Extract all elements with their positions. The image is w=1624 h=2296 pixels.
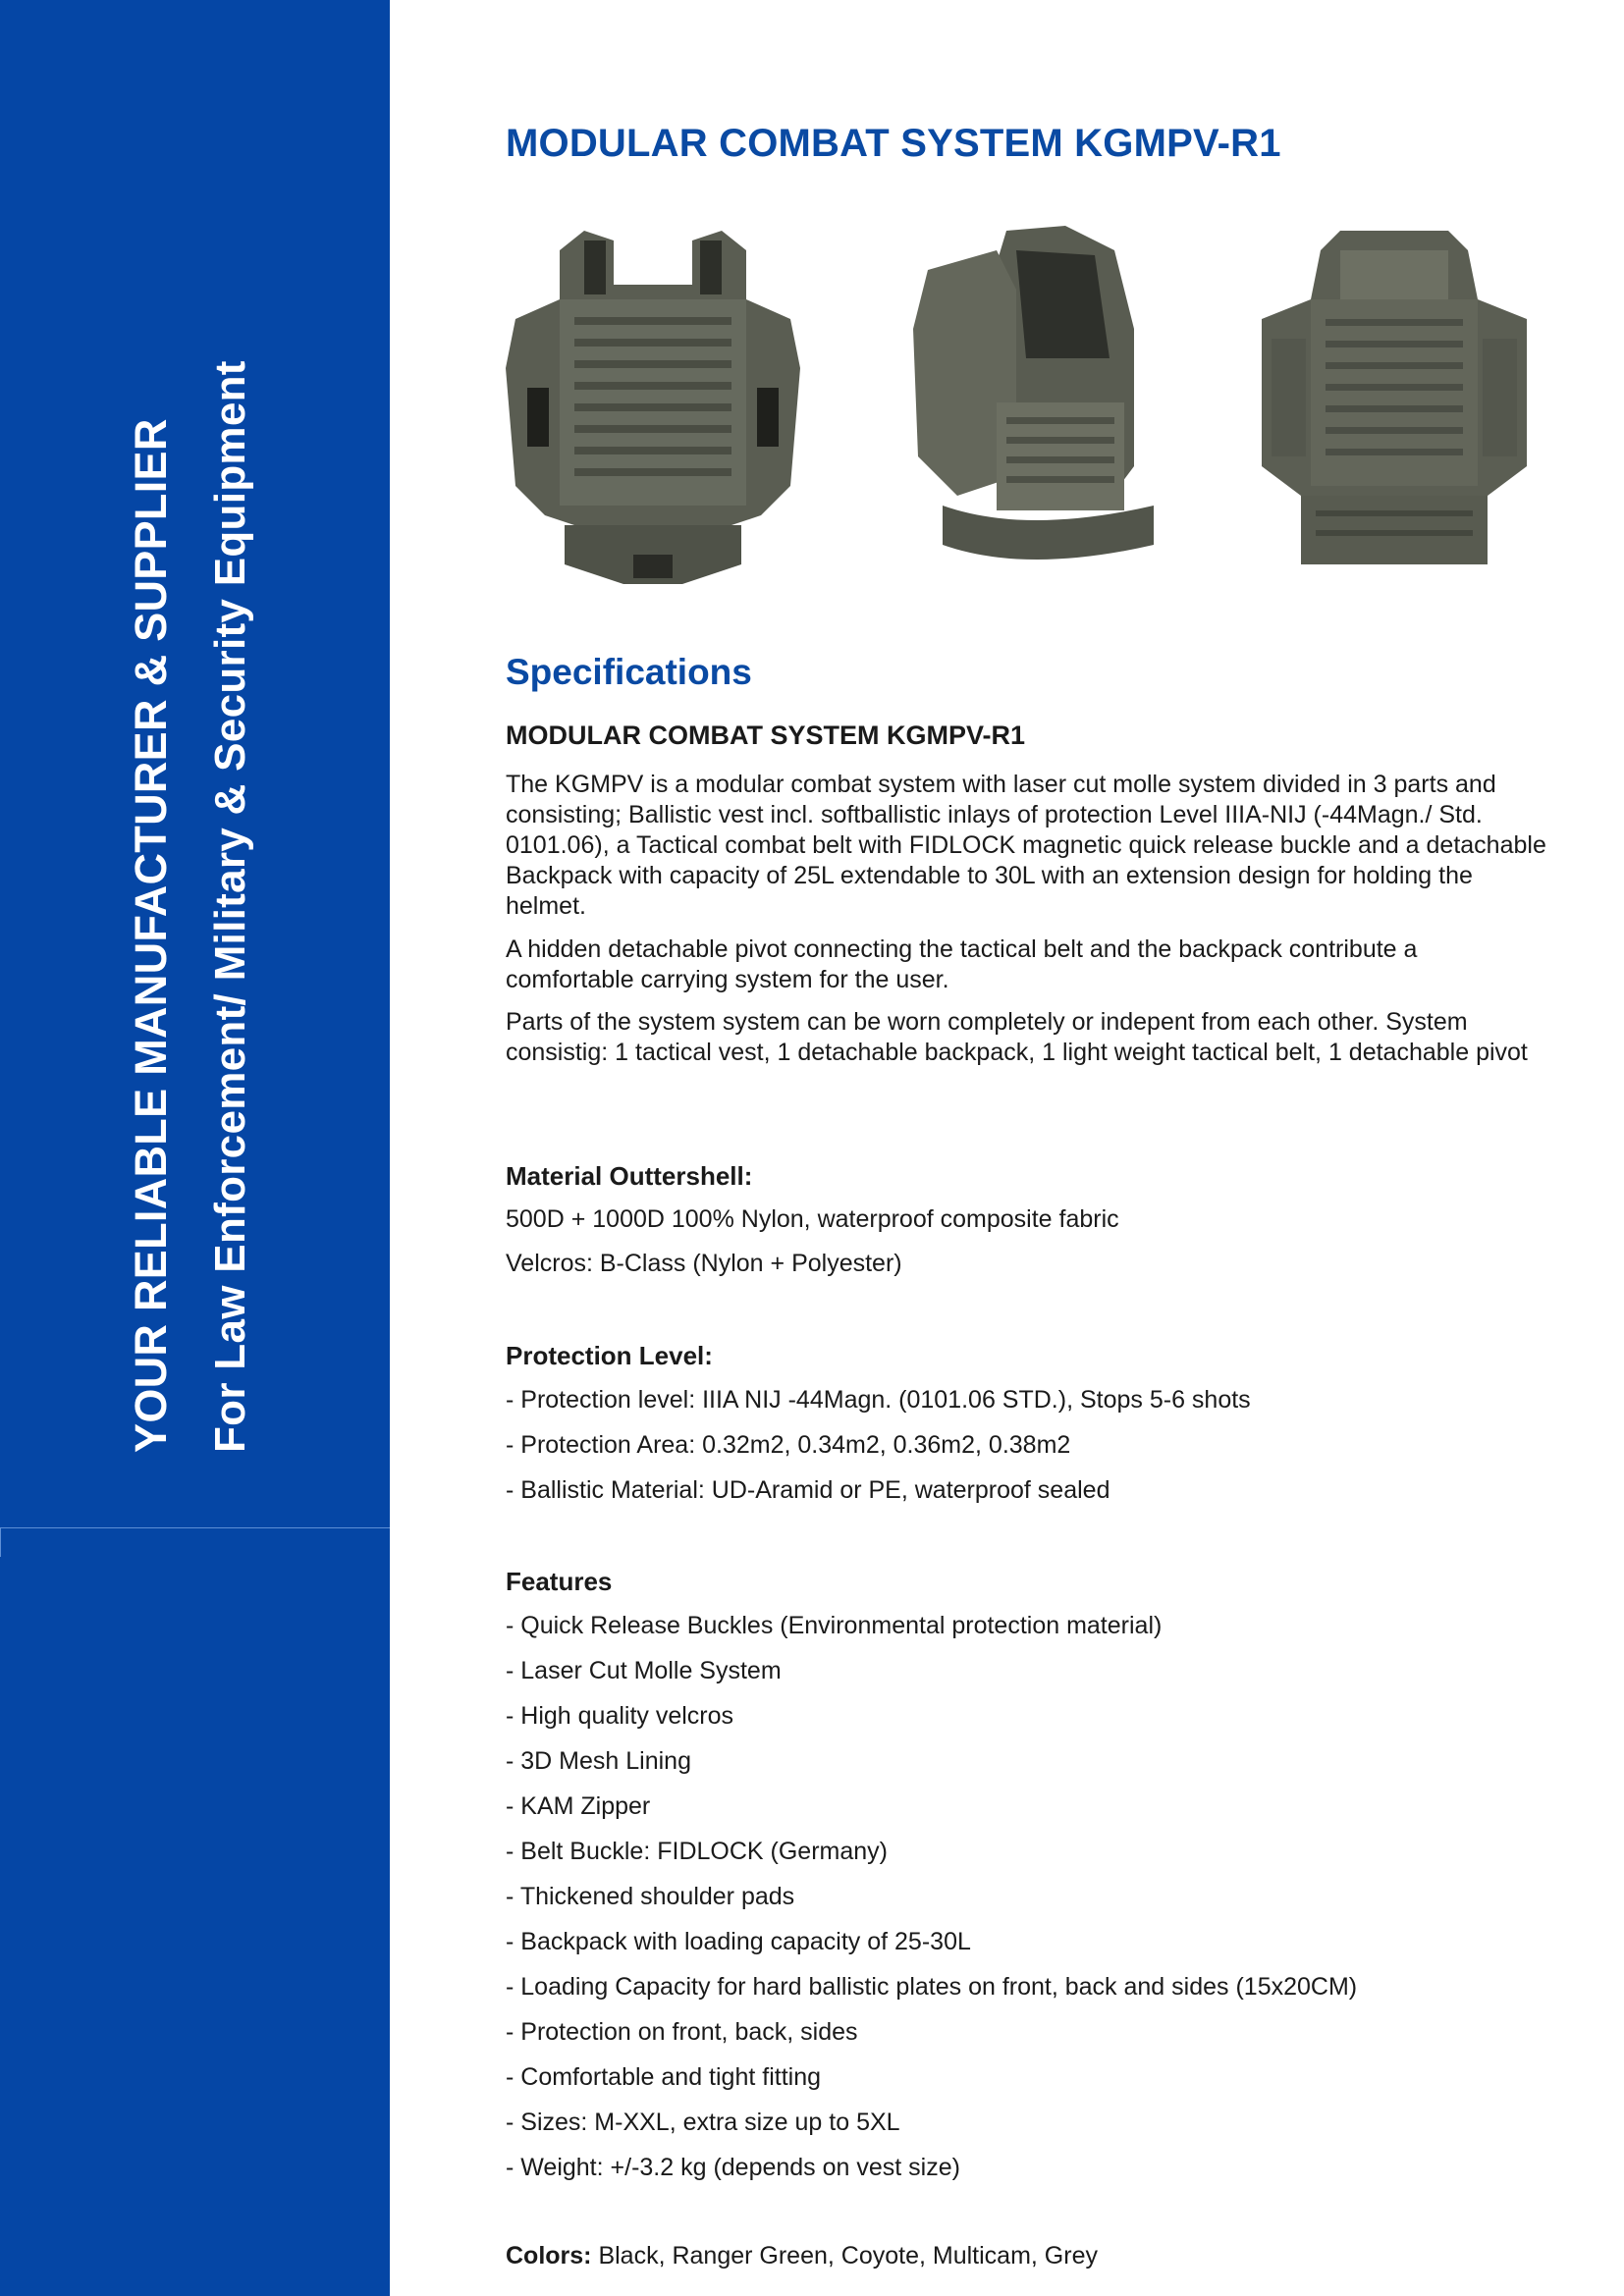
feature-line: - Weight: +/-3.2 kg (depends on vest size) xyxy=(506,2154,960,2181)
tagline-sectors: For Law Enforcement/ Military & Security Equipment xyxy=(206,360,254,1453)
feature-line: - Quick Release Buckles (Environmental protection material) xyxy=(506,1612,1163,1639)
vest-front-photo xyxy=(466,211,839,623)
description-paragraph: The KGMPV is a modular combat system with laser cut molle system divided in 3 parts and consisting; Ballistic vest incl. softballistic inlays of protection Level IIIA-NIJ (-44Magn./ Std. 0101.06), a Tactical combat belt with FIDLOCK magnetic quick release buckle and a detachable Backpack with capacity of 25L extendable to 30L with an extension design for holding the helmet. xyxy=(506,771,1546,920)
protection-line: - Protection level: IIIA NIJ -44Magn. (0101.06 STD.), Stops 5-6 shots xyxy=(506,1386,1251,1414)
feature-line: - High quality velcros xyxy=(506,1702,734,1730)
feature-line: - KAM Zipper xyxy=(506,1792,651,1820)
feature-line: - Protection on front, back, sides xyxy=(506,2018,858,2046)
colors-value: Black, Ranger Green, Coyote, Multicam, Grey xyxy=(591,2242,1098,2269)
tagline-supplier: YOUR RELIABLE MANUFACTURER & SUPPLIER xyxy=(126,418,176,1453)
feature-line: - Belt Buckle: FIDLOCK (Germany) xyxy=(506,1838,888,1865)
colors-line xyxy=(506,2242,1098,2270)
system-side-photo xyxy=(869,211,1193,623)
sidebar-divider xyxy=(0,1527,390,1528)
feature-line: - Sizes: M-XXL, extra size up to 5XL xyxy=(506,2109,900,2136)
description-paragraph: A hidden detachable pivot connecting the tactical belt and the backpack contribute a comfortable carrying system for the user. xyxy=(506,935,1418,993)
specifications-heading: Specifications xyxy=(506,652,752,692)
feature-line: - Backpack with loading capacity of 25-30L xyxy=(506,1928,971,1955)
feature-line: - Laser Cut Molle System xyxy=(506,1657,782,1684)
description-paragraph: Parts of the system system can be worn completely or indepent from each other. System consistig: 1 tactical vest, 1 detachable backpack, 1 light weight tactical belt, 1 detachable pivot xyxy=(506,1008,1528,1066)
colors-label: Colors: xyxy=(506,2242,592,2269)
feature-line: - Loading Capacity for hard ballistic plates on front, back and sides (15x20CM) xyxy=(506,1973,1358,2001)
material-line: 500D + 1000D 100% Nylon, waterproof composite fabric xyxy=(506,1205,1119,1233)
page-title: MODULAR COMBAT SYSTEM KGMPV-R1 xyxy=(506,122,1281,165)
sidebar-divider-tick xyxy=(0,1527,1,1557)
feature-line: - 3D Mesh Lining xyxy=(506,1747,691,1775)
material-line: Velcros: B-Class (Nylon + Polyester) xyxy=(506,1250,902,1277)
features-heading: Features xyxy=(506,1567,613,1596)
protection-line: - Protection Area: 0.32m2, 0.34m2, 0.36m2, 0.38m2 xyxy=(506,1431,1071,1459)
specifications-subtitle: MODULAR COMBAT SYSTEM KGMPV-R1 xyxy=(506,721,1026,750)
sidebar-band xyxy=(0,0,390,2296)
protection-heading: Protection Level: xyxy=(506,1341,713,1370)
protection-line: - Ballistic Material: UD-Aramid or PE, waterproof sealed xyxy=(506,1476,1110,1504)
tagline-area xyxy=(0,0,390,1527)
material-heading: Material Outtershell: xyxy=(506,1161,753,1191)
backpack-rear-photo xyxy=(1232,211,1556,623)
feature-line: - Comfortable and tight fitting xyxy=(506,2063,821,2091)
feature-line: - Thickened shoulder pads xyxy=(506,1883,795,1910)
